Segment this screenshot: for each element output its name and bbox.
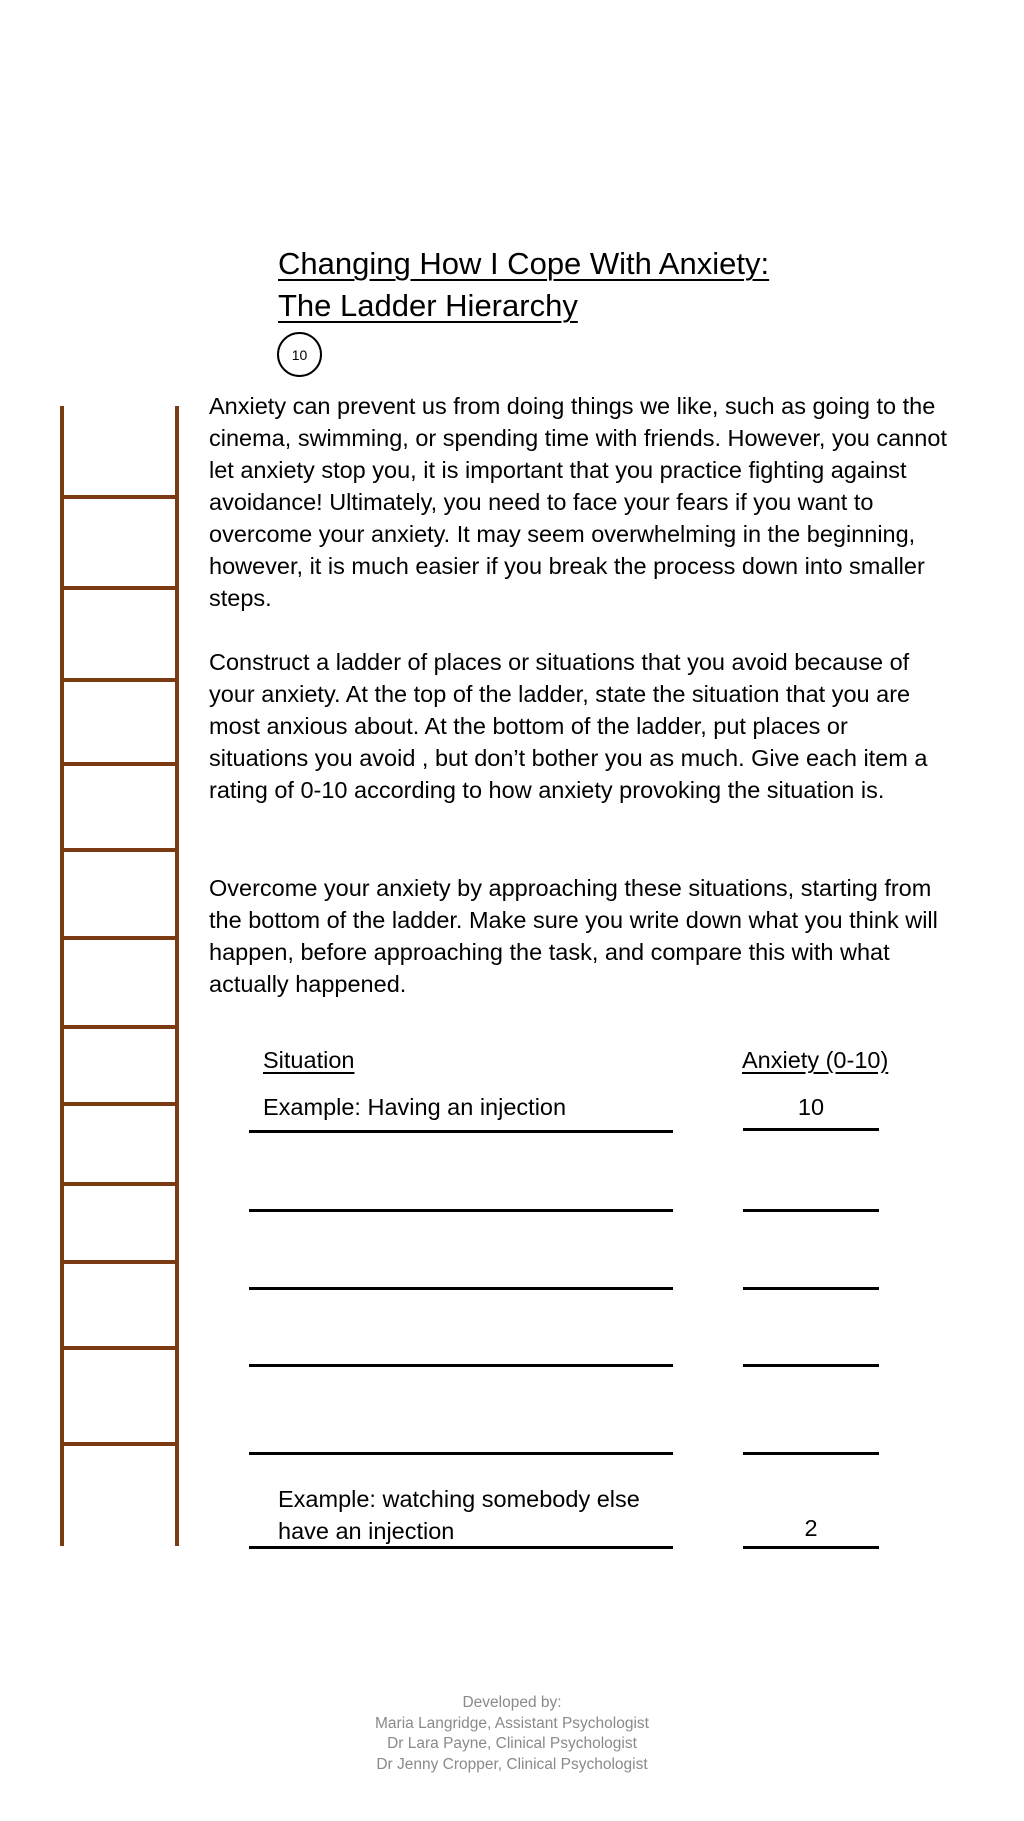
credits-footer <box>312 1693 712 1775</box>
situation-column-header: Situation <box>263 1047 355 1073</box>
example-situation-bottom-line-2: have an injection <box>278 1518 455 1544</box>
credits-author: Maria Langridge, Assistant Psychologist <box>375 1714 649 1732</box>
situation-line[interactable] <box>249 1209 673 1212</box>
situation-line[interactable] <box>249 1130 673 1133</box>
page-title <box>278 243 769 327</box>
anxiety-column-header: Anxiety (0-10) <box>742 1047 889 1073</box>
rating-line[interactable] <box>743 1128 879 1131</box>
example-situation-bottom <box>278 1483 640 1547</box>
rating-line[interactable] <box>743 1452 879 1455</box>
credits-author: Dr Lara Payne, Clinical Psychologist <box>387 1735 637 1752</box>
intro-paragraph: Anxiety can prevent us from doing things we like, such as going to the cinema, swimming, or spending time with friends. However, you cannot let anxiety stop you, it is important that you practice fighting against avoidance! Ultimately, you need to face your fears if you want to overcome your anxiety. It may seem overwhelming in the beginning, however, it is much easier if you break the process down into smaller steps. <box>209 393 947 611</box>
page-number-badge: 10 <box>277 332 322 377</box>
example-situation-bottom-line-1: Example: watching somebody else <box>278 1486 640 1512</box>
example-situation-top: Example: Having an injection <box>263 1094 567 1120</box>
instructions-paragraph: Construct a ladder of places or situations that you avoid because of your anxiety. At the top of the ladder, state the situation that you are most anxious about. At the bottom of the ladder, put places or situations you avoid , but don’t bother you as much. Give each item a rating of 0-10 according to how anxiety provoking the situation is. <box>209 649 928 803</box>
situation-line[interactable] <box>249 1287 673 1290</box>
example-rating-top: 10 <box>797 1094 825 1120</box>
rating-line[interactable] <box>743 1287 879 1290</box>
rating-line[interactable] <box>743 1546 879 1549</box>
title-line-2: The Ladder Hierarchy <box>278 288 578 323</box>
approach-paragraph: Overcome your anxiety by approaching these situations, starting from the bottom of the ladder. Make sure you write down what you think will happen, before approaching the task, and compare this with what actually happened. <box>209 875 938 997</box>
situation-line[interactable] <box>249 1546 673 1549</box>
situation-line[interactable] <box>249 1452 673 1455</box>
title-line-1: Changing How I Cope With Anxiety: <box>278 246 770 281</box>
credits-heading: Developed by: <box>462 1694 562 1711</box>
rating-line[interactable] <box>743 1364 879 1367</box>
rating-line[interactable] <box>743 1209 879 1212</box>
example-rating-bottom: 2 <box>804 1515 818 1541</box>
credits-author: Dr Jenny Cropper, Clinical Psychologist <box>376 1755 648 1773</box>
situation-line[interactable] <box>249 1364 673 1367</box>
ladder-illustration <box>58 406 184 1546</box>
